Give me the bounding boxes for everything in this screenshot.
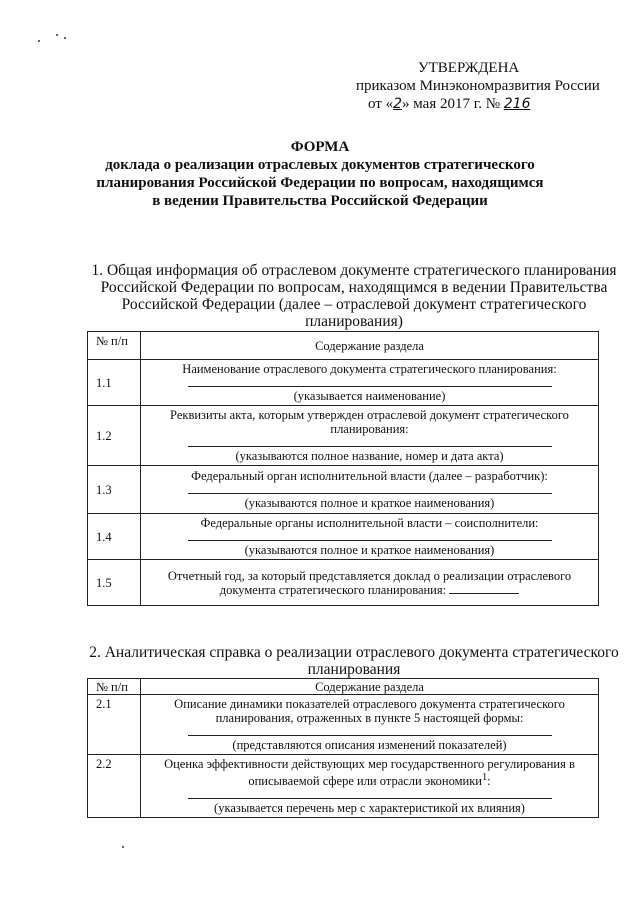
scan-speck <box>122 846 124 848</box>
table-row <box>88 560 599 606</box>
table-row <box>88 514 599 560</box>
row-content <box>141 360 599 406</box>
row-hint: (указываются полное и краткое наименования) <box>244 496 495 510</box>
scan-speck <box>38 40 40 42</box>
row-number: 1.3 <box>88 466 141 514</box>
heading-line: Российской Федерации (далее – отраслевой документ стратегического <box>121 296 587 313</box>
approval-date-line <box>368 96 530 113</box>
subtitle-line: в ведении Правительства Российской Федерации <box>152 193 488 209</box>
row-text: Федеральный орган исполнительной власти (далее – разработчик): <box>191 469 548 483</box>
row-hint: (указывается перечень мер с характеристикой их влияния) <box>214 801 525 816</box>
row-hint: (указываются полное название, номер и дата акта) <box>235 449 504 463</box>
row-text: Описание динамики показателей отраслевого документа стратегического планирования, отраженных в пункте 5 настоящей формы: <box>174 697 565 725</box>
handwritten-number: 216 <box>503 96 531 112</box>
row-text: Наименование отраслевого документа стратегического планирования: <box>182 362 557 376</box>
scan-speck <box>64 37 66 39</box>
scan-speck <box>56 34 58 36</box>
row-content <box>141 755 599 818</box>
approval-stamp-title: УТВЕРЖДЕНА <box>418 60 520 76</box>
section2-table <box>87 678 599 818</box>
row-number: 1.1 <box>88 360 141 406</box>
table-row <box>88 695 599 755</box>
row-hint: (указывается наименование) <box>293 389 446 403</box>
heading-line: 1. Общая информация об отраслевом документе стратегического планирования <box>91 262 617 279</box>
col-content-header: Содержание раздела <box>141 332 599 360</box>
subtitle-line: доклада о реализации отраслевых документов стратегического <box>105 157 535 173</box>
row-text: Реквизиты акта, которым утвержден отраслевой документ стратегического планирования: <box>170 408 569 436</box>
date-prefix: от « <box>368 96 394 112</box>
fill-line <box>188 729 552 736</box>
row-hint: (представляются описания изменений показателей) <box>232 738 507 752</box>
table-row <box>88 755 599 818</box>
row-hint: (указываются полное и краткое наименования) <box>244 543 495 557</box>
row-number: 1.2 <box>88 406 141 466</box>
row-number: 1.4 <box>88 514 141 560</box>
row-content <box>141 406 599 466</box>
col-num-header: № п/п <box>88 679 141 695</box>
row-content <box>141 514 599 560</box>
fill-line <box>188 440 552 447</box>
date-month-year: » мая 2017 г. № <box>402 96 500 112</box>
heading-line: планирования <box>307 661 401 678</box>
subtitle-line: планирования Российской Федерации по вопросам, находящимся <box>96 175 544 191</box>
fill-blank <box>449 583 519 594</box>
heading-line: 2. Аналитическая справка о реализации отраслевого документа стратегического <box>89 644 619 661</box>
row-content <box>141 560 599 606</box>
handwritten-day: 2 <box>393 96 403 112</box>
row-text: Оценка эффективности действующих мер государственного регулирования в описываемой сфере или отрасли экономики <box>164 757 575 789</box>
section1-heading <box>84 262 624 330</box>
footnote-marker: 1 <box>481 772 488 783</box>
row-content <box>141 466 599 514</box>
heading-line: планирования) <box>305 313 403 330</box>
form-title: ФОРМА <box>290 139 350 155</box>
col-num-header: № п/п <box>88 332 141 360</box>
table-header-row <box>88 679 599 695</box>
table-header-row <box>88 332 599 360</box>
col-content-header: Содержание раздела <box>141 679 599 695</box>
section1-table <box>87 331 599 606</box>
row-text: Федеральные органы исполнительной власти – соисполнители: <box>200 516 539 530</box>
row-number: 2.1 <box>88 695 141 755</box>
heading-line: Российской Федерации по вопросам, находящимся в ведении Правительства <box>100 279 608 296</box>
fill-line <box>188 792 552 799</box>
table-row <box>88 406 599 466</box>
table-row <box>88 360 599 406</box>
row-content <box>141 695 599 755</box>
row-text: Отчетный год, за который представляется доклад о реализации отраслевого документа стратегического планирования: <box>167 568 572 597</box>
approval-order-line: приказом Минэкономразвития России <box>356 78 600 94</box>
section2-heading <box>84 644 624 678</box>
row-text-end: : <box>487 774 491 789</box>
row-number: 1.5 <box>88 560 141 606</box>
fill-line <box>188 380 552 387</box>
row-number: 2.2 <box>88 755 141 818</box>
form-subtitle <box>0 156 640 210</box>
fill-line <box>188 534 552 541</box>
fill-line <box>188 487 552 494</box>
table-row <box>88 466 599 514</box>
